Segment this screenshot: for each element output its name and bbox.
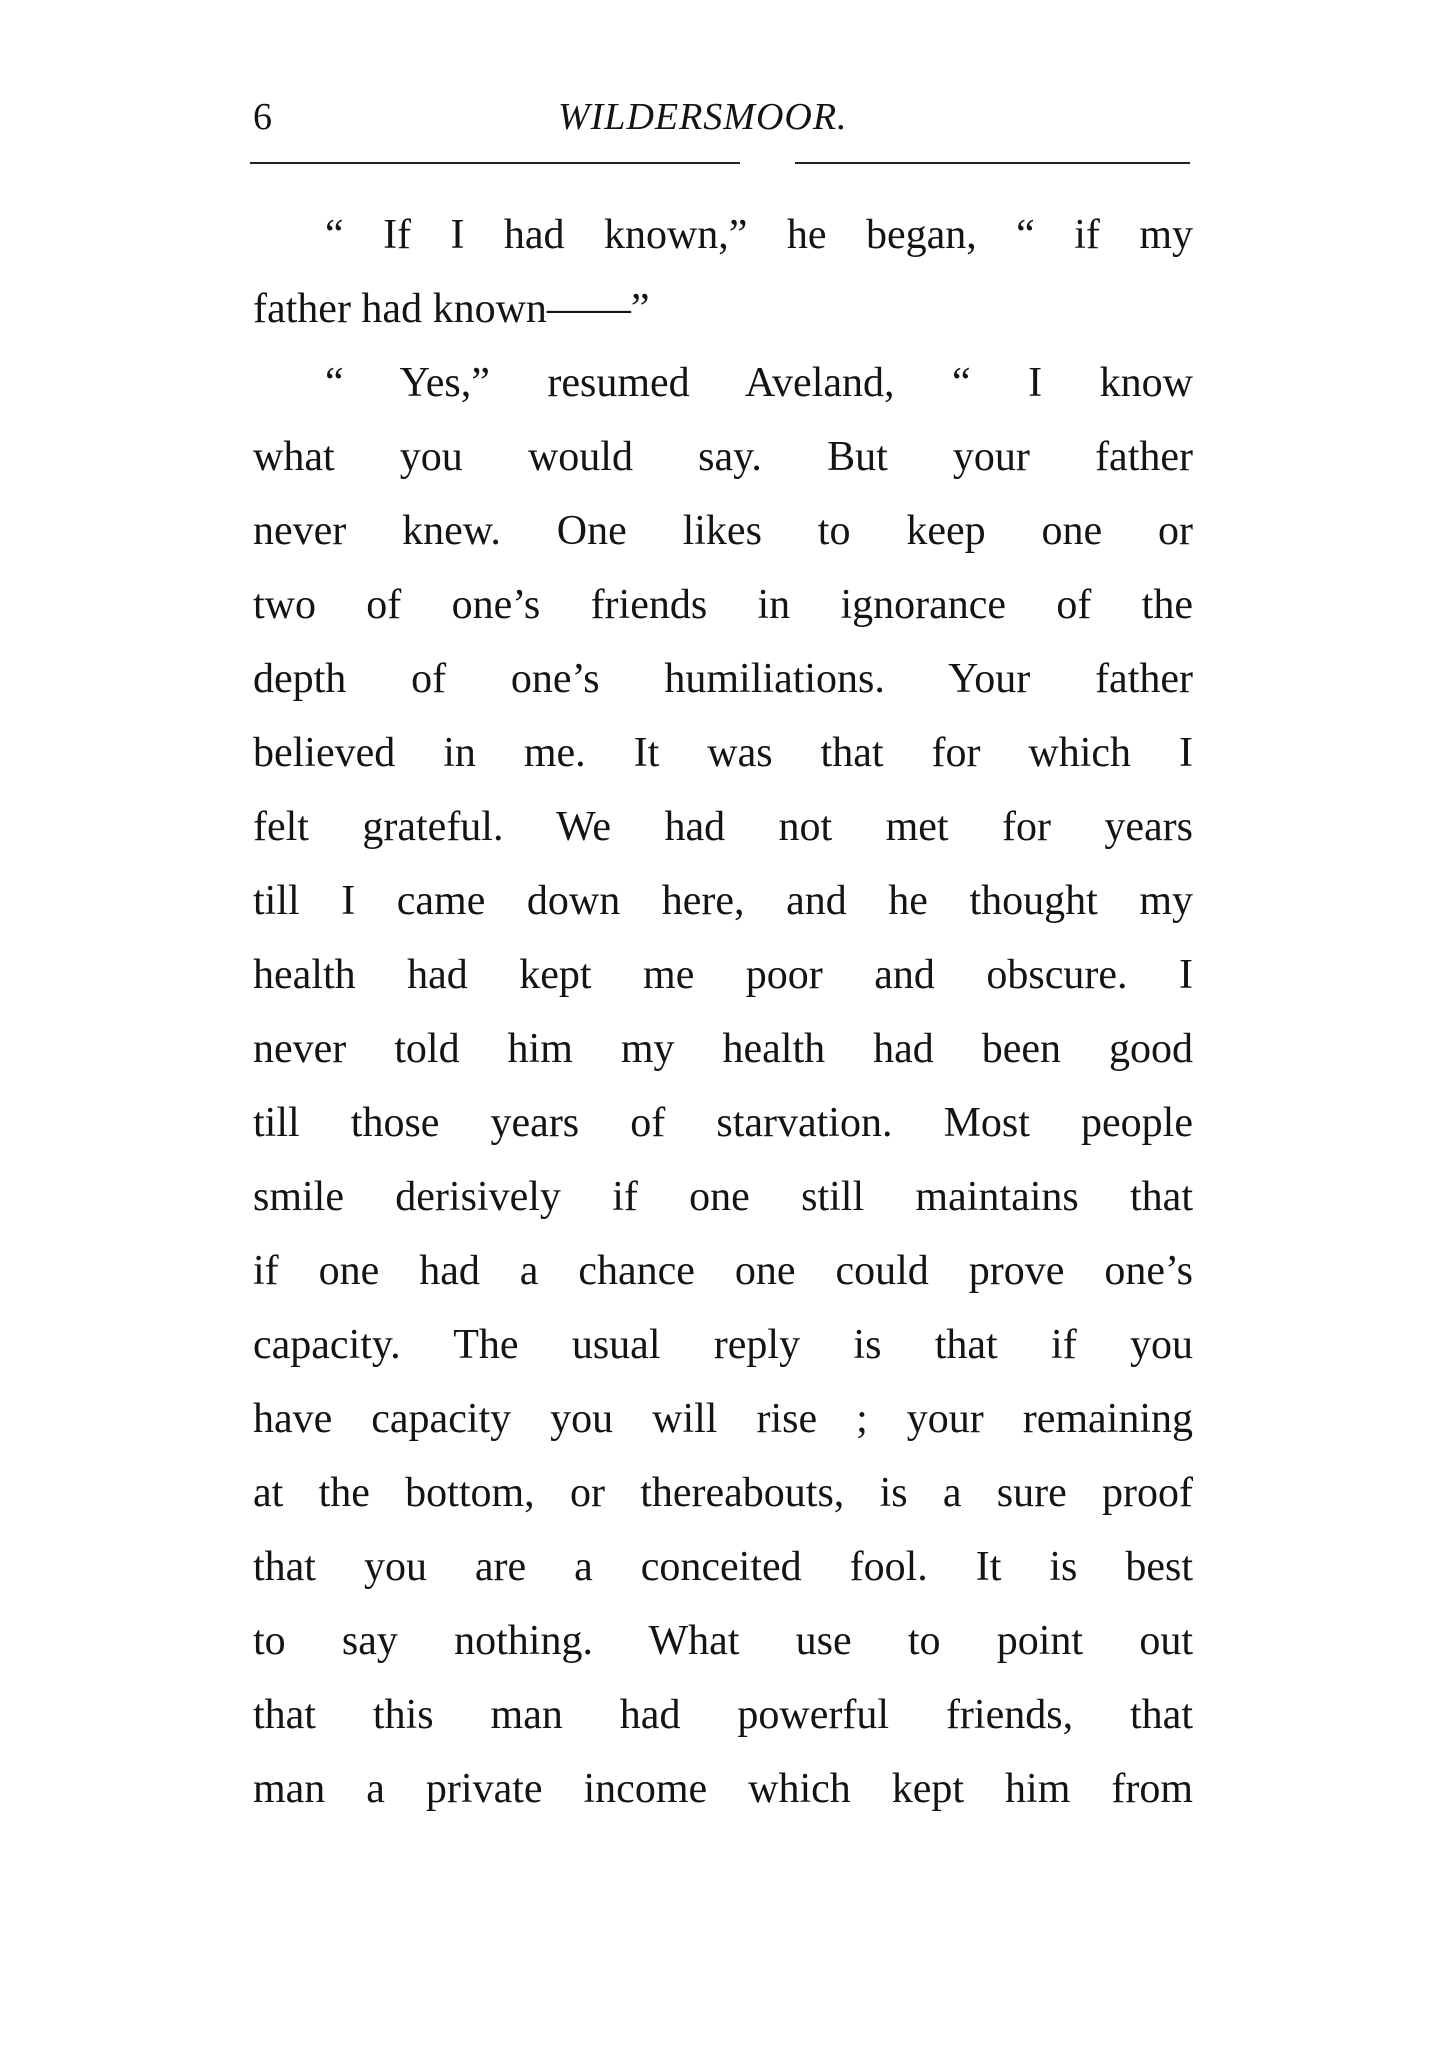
text-line: never told him my health had been good — [253, 1026, 1193, 1072]
text-line: till those years of starvation. Most people — [253, 1100, 1193, 1146]
text-line: that this man had powerful friends, that — [253, 1692, 1193, 1738]
text-line: never knew. One likes to keep one or — [253, 508, 1193, 554]
text-line: what you would say. But your father — [253, 434, 1193, 480]
text-line: till I came down here, and he thought my — [253, 878, 1193, 924]
header-rule-gap — [740, 160, 795, 166]
text-line: two of one’s friends in ignorance of the — [253, 582, 1193, 628]
running-title: WILDERSMOOR. — [558, 96, 848, 138]
text-line: that you are a conceited fool. It is best — [253, 1544, 1193, 1590]
page-number: 6 — [253, 96, 272, 138]
text-line: to say nothing. What use to point out — [253, 1618, 1193, 1664]
text-line: “ Yes,” resumed Aveland, “ I know — [325, 360, 1193, 406]
text-line: man a private income which kept him from — [253, 1766, 1193, 1812]
text-line: father had known——” — [253, 286, 650, 332]
text-line: smile derisively if one still maintains that — [253, 1174, 1193, 1220]
text-line: capacity. The usual reply is that if you — [253, 1322, 1193, 1368]
text-line: depth of one’s humiliations. Your father — [253, 656, 1193, 702]
text-line: “ If I had known,” he began, “ if my — [325, 212, 1193, 258]
text-line: believed in me. It was that for which I — [253, 730, 1193, 776]
text-line: felt grateful. We had not met for years — [253, 804, 1193, 850]
body-text — [253, 198, 1193, 1826]
header-rule — [250, 162, 1190, 164]
text-line: at the bottom, or thereabouts, is a sure proof — [253, 1470, 1193, 1516]
text-line: health had kept me poor and obscure. I — [253, 952, 1193, 998]
running-head — [253, 92, 1187, 142]
text-line: if one had a chance one could prove one’s — [253, 1248, 1193, 1294]
text-line: have capacity you will rise ; your remaining — [253, 1396, 1193, 1442]
